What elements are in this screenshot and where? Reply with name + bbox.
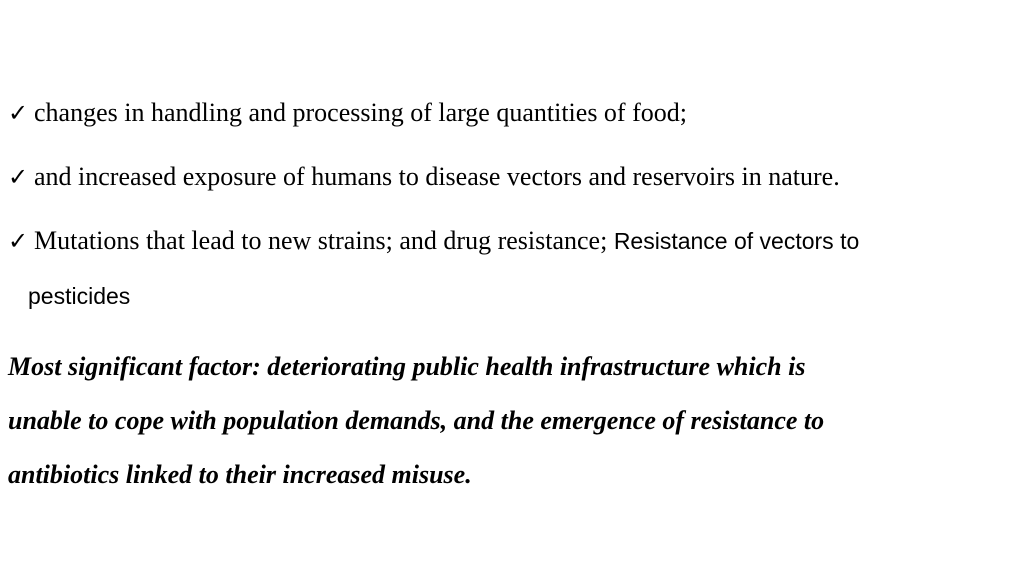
bullet-item	[8, 162, 840, 192]
bullet-text-sans: Resistance of vectors to	[613, 228, 860, 254]
checkmark-icon: ✓	[8, 163, 29, 191]
bullet-continuation	[28, 283, 130, 310]
summary-paragraph	[8, 340, 1008, 502]
summary-line: antibiotics linked to their increased misuse.	[8, 460, 472, 489]
bullet-text: Mutations that lead to new strains; and drug resistance;	[34, 226, 614, 255]
bullet-text: changes in handling and processing of large quantities of food;	[34, 98, 687, 127]
checkmark-icon: ✓	[8, 227, 29, 255]
summary-line: unable to cope with population demands, and the emergence of resistance to	[8, 406, 825, 435]
bullet-item	[8, 98, 687, 128]
checkmark-icon: ✓	[8, 99, 29, 127]
bullet-item	[8, 226, 859, 256]
bullet-text: and increased exposure of humans to disease vectors and reservoirs in nature.	[34, 162, 840, 191]
summary-line: Most significant factor: deteriorating public health infrastructure which is	[8, 352, 806, 381]
bullet-text-sans-continuation: pesticides	[28, 283, 131, 309]
